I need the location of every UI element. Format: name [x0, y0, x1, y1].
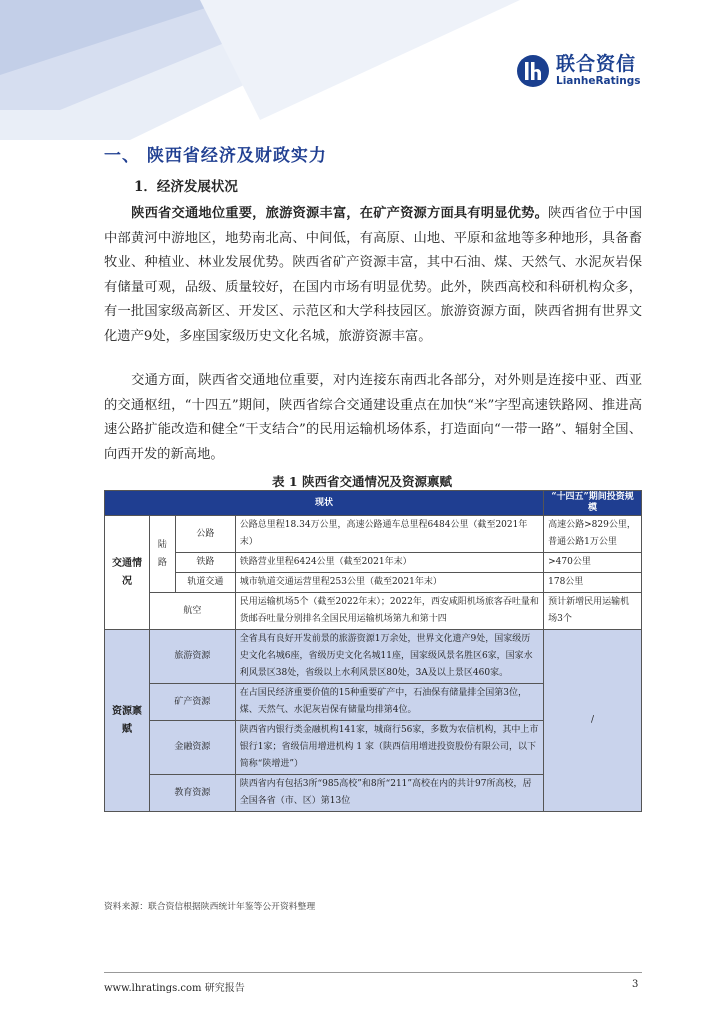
- table-header-row: [105, 491, 642, 516]
- row-plan: 178公里: [544, 573, 642, 593]
- row-name: 教育资源: [149, 775, 235, 812]
- transport-resource-table: [104, 490, 642, 812]
- paragraph-1-lead: 陕西省交通地位重要，旅游资源丰富，在矿产资源方面具有明显优势。: [131, 206, 549, 221]
- row-status: 城市轨道交通运营里程253公里（截至2021年末）: [235, 573, 543, 593]
- source-note: 资料来源：联合资信根据陕西统计年鉴等公开资料整理: [104, 902, 316, 912]
- transport-label: 交通情况: [105, 516, 150, 630]
- table-row: [105, 630, 642, 684]
- header-status: 现状: [105, 491, 544, 516]
- page-number: 3: [632, 979, 639, 990]
- row-name: 铁路: [175, 553, 235, 573]
- table-row: [105, 516, 642, 553]
- row-name: 旅游资源: [149, 630, 235, 684]
- table-caption: 表 1 陕西省交通情况及资源禀赋: [272, 474, 452, 489]
- row-status: 在占国民经济重要价值的15种重要矿产中，石油保有储量排全国第3位，煤、天然气、水泥灰岩保有储量均排第4位。: [235, 684, 543, 721]
- resource-label: 资源禀赋: [105, 630, 150, 812]
- row-status: 陕西省内银行类金融机构141家，城商行56家，多数为农信机构，其中上市银行1家；省级信用增进机构 1 家（陕西信用增进投资股份有限公司，以下简称“陕增进”）: [235, 721, 543, 775]
- row-name: 航空: [149, 593, 235, 630]
- row-status: 全省具有良好开发前景的旅游资源1万余处，世界文化遗产9处，国家级历史文化名城6座，省级历史文化名城11座，国家级风景名胜区6家，国家水利风景区38处，省级以上水利风景区80处，3A及以上景区460家。: [235, 630, 543, 684]
- section-title: 一、 陕西省经济及财政实力: [104, 146, 327, 166]
- table-row: [105, 573, 642, 593]
- row-name: 矿产资源: [149, 684, 235, 721]
- logo-en: LianheRatings: [556, 75, 641, 88]
- logo-cn: 联合资信: [556, 53, 637, 76]
- paragraph-2-body: 交通方面，陕西省交通地位重要，对内连接东南西北各部分，对外则是连接中亚、西亚的交通枢纽，“十四五”期间，陕西省综合交通建设重点在加快“米”字型高速铁路网、推进高速公路扩能改造和健全“干支结合”的民用运输机场体系，打造面向“一带一路”、辐射全国、向西开发的新高地。: [104, 373, 642, 462]
- row-plan: 高速公路>829公里，普通公路1万公里: [544, 516, 642, 553]
- row-name: 公路: [175, 516, 235, 553]
- paragraph-2: [104, 369, 642, 467]
- row-plan: 预计新增民用运输机场3个: [544, 593, 642, 630]
- land-label: 陆路: [149, 516, 175, 593]
- row-status: 陕西省内有包括3所“985高校”和8所“211”高校在内的共计97所高校，居全国各省（市、区）第13位: [235, 775, 543, 812]
- footer-website: www.lhratings.com 研究报告: [104, 983, 245, 994]
- row-status: 铁路营业里程6424公里（截至2021年末）: [235, 553, 543, 573]
- paragraph-1-body: 陕西省位于中国中部黄河中游地区，地势南北高、中间低，有高原、山地、平原和盆地等多种地形，具备畜牧业、种植业、林业发展优势。陕西省矿产资源丰富，其中石油、煤、天然气、水泥灰岩保有储量可观，品级、质量较好，在国内市场有明显优势。此外，陕西高校和科研机构众多，有一批国家级高新区、开发区、示范区和大学科技园区。旅游资源方面，陕西省拥有世界文化遗产9处，多座国家级历史文化名城，旅游资源丰富。: [104, 206, 643, 344]
- row-plan: >470公里: [544, 553, 642, 573]
- resource-plan: /: [544, 630, 642, 812]
- row-name: 金融资源: [149, 721, 235, 775]
- table-row: [105, 553, 642, 573]
- subsection-title: 1．经济发展状况: [134, 179, 238, 195]
- row-status: 民用运输机场5个（截至2022年末）；2022年，西安咸阳机场旅客吞吐量和货邮吞吐量分别排名全国民用运输机场第九和第十四: [235, 593, 543, 630]
- company-logo: [516, 54, 640, 88]
- header-plan: “十四五”期间投资规模: [544, 491, 642, 516]
- row-status: 公路总里程18.34万公里，高速公路通车总里程6484公里（截至2021年末）: [235, 516, 543, 553]
- lianhe-logo-icon: [516, 54, 550, 88]
- table-row: [105, 593, 642, 630]
- row-name: 轨道交通: [175, 573, 235, 593]
- footer-divider: [104, 972, 642, 973]
- paragraph-1: [104, 202, 642, 349]
